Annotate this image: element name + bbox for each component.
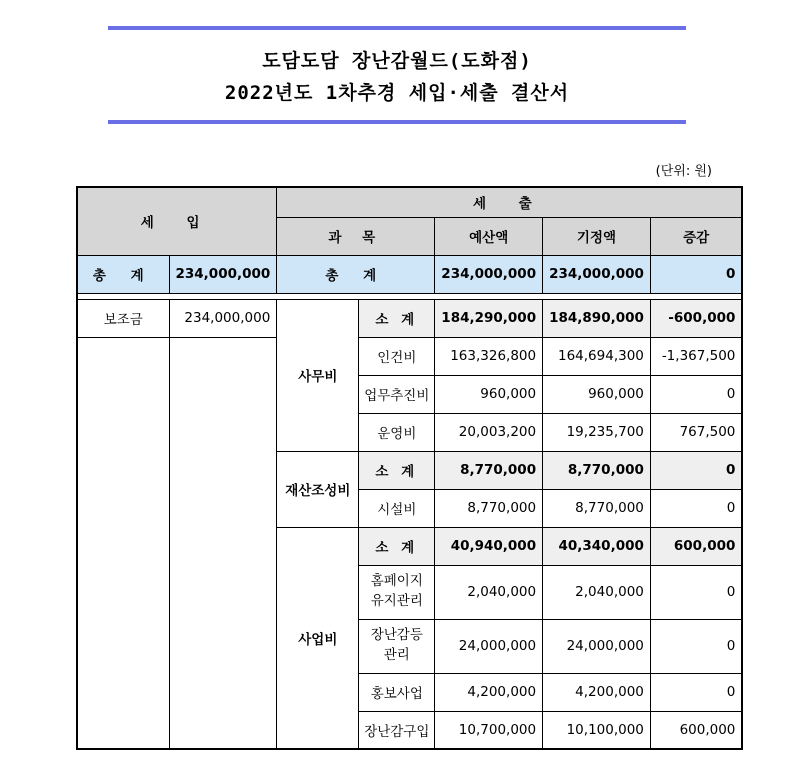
row-diff: 0 [650,619,742,673]
total-diff: 0 [650,255,742,293]
col-diff-header: 증감 [650,217,742,255]
bottom-rule [108,120,686,124]
total-expense-label: 총 계 [277,255,435,293]
row-diff: 0 [650,375,742,413]
row-prev: 2,040,000 [543,565,651,619]
row-prev: 10,100,000 [543,711,651,749]
row-diff: -600,000 [650,299,742,337]
col-item-header: 과 목 [277,217,435,255]
expense-header: 세 출 [277,187,743,217]
doc-title-line1: 도담도담 장난감월드(도화점) [262,50,532,72]
row-diff: 0 [650,489,742,527]
total-prev: 234,000,000 [543,255,651,293]
row-prev: 8,770,000 [543,489,651,527]
row-item: 홈페이지 유지관리 [359,565,435,619]
col-prev-header: 기정액 [543,217,651,255]
row-diff: 600,000 [650,527,742,565]
row-budget: 163,326,800 [435,337,543,375]
income-item-amount: 234,000,000 [169,299,277,337]
row-budget: 2,040,000 [435,565,543,619]
row-diff: 0 [650,673,742,711]
total-income-amount: 234,000,000 [169,255,277,293]
group-name: 사무비 [277,299,359,451]
total-income-label: 총 계 [77,255,169,293]
group-name: 사업비 [277,527,359,749]
income-empty [77,337,169,749]
row-diff: 767,500 [650,413,742,451]
row-prev: 4,200,000 [543,673,651,711]
row-budget: 24,000,000 [435,619,543,673]
income-item: 보조금 [77,299,169,337]
row-diff: 0 [650,451,742,489]
row-budget: 20,003,200 [435,413,543,451]
total-budget: 234,000,000 [435,255,543,293]
row-budget: 8,770,000 [435,451,543,489]
row-prev: 8,770,000 [543,451,651,489]
row-item: 업무추진비 [359,375,435,413]
row-prev: 19,235,700 [543,413,651,451]
row-diff: 0 [650,565,742,619]
row-prev: 24,000,000 [543,619,651,673]
row-item: 홍보사업 [359,673,435,711]
row-item: 소 계 [359,299,435,337]
settlement-table [76,186,743,750]
row-budget: 4,200,000 [435,673,543,711]
col-budget-header: 예산액 [435,217,543,255]
income-empty [169,337,277,749]
row-prev: 40,340,000 [543,527,651,565]
row-item: 장난감등 관리 [359,619,435,673]
row-item: 소 계 [359,451,435,489]
row-prev: 960,000 [543,375,651,413]
top-rule [108,26,686,30]
group-name: 재산조성비 [277,451,359,527]
row-budget: 10,700,000 [435,711,543,749]
row-prev: 164,694,300 [543,337,651,375]
row-item: 운영비 [359,413,435,451]
row-budget: 960,000 [435,375,543,413]
row-item: 장난감구입 [359,711,435,749]
row-budget: 184,290,000 [435,299,543,337]
doc-title-line2: 2022년도 1차추경 세입·세출 결산서 [224,82,570,104]
row-budget: 40,940,000 [435,527,543,565]
row-item: 인건비 [359,337,435,375]
unit-label: (단위: 원) [655,164,712,179]
row-diff: -1,367,500 [650,337,742,375]
table-row [77,299,742,337]
row-item: 시설비 [359,489,435,527]
row-prev: 184,890,000 [543,299,651,337]
row-item: 소 계 [359,527,435,565]
row-budget: 8,770,000 [435,489,543,527]
table-row [77,337,742,375]
income-header: 세 입 [77,187,277,255]
row-diff: 600,000 [650,711,742,749]
